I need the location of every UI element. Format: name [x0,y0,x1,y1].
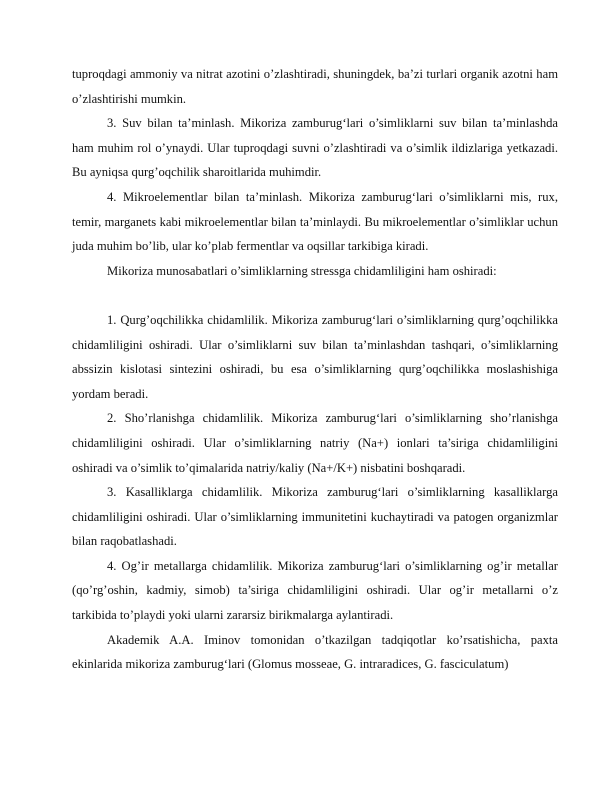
paragraph-nitrogen-continuation: tuproqdagi ammoniy va nitrat azotini o’zlashtiradi, shuningdek, ba’zi turlari organik azotni ham o’zlashtirishi mumkin. [72,67,558,106]
paragraph-drought-tolerance: 1. Qurg’oqchilikka chidamlilik. Mikoriza zamburug‘lari o’simliklarning qurg’oqchilikka chidamliligini oshiradi. Ular o’simliklarni suv bilan ta’minlashdan tashqari, o’simliklarning abssizin kislotasi sintezini oshiradi, bu esa o’simliklarning qurg’oqchilikka moslashishiga yordam beradi. [72,312,558,401]
paragraph-heavy-metal-tolerance: 4. Og’ir metallarga chidamlilik. Mikoriza zamburug‘lari o’simliklarning og’ir metallar (qo’rg’oshin, kadmiy, simob) ta’siriga chidamliligini oshiradi. Ular og’ir metallarni o’z tarkibida to’playdi yoki ularni zararsiz birikmalarga aylantiradi. [72,558,558,623]
paragraph-water-supply: 3. Suv bilan ta’minlash. Mikoriza zamburug‘lari o’simliklarni suv bilan ta’minlashda ham muhim rol o’ynaydi. Ular tuproqdagi suvni o’zlashtiradi va o’simlik ildizlariga yetkazadi. Bu ayniqsa qurg’oqchilik sharoitlarida muhimdir. [72,116,558,180]
paragraph-microelements: 4. Mikroelementlar bilan ta’minlash. Mikoriza zamburug‘lari o’simliklarni mis, rux, temir, marganets kabi mikroelementlar bilan ta’minlaydi. Bu mikroelementlar o’simliklar uchun juda muhim bo’lib, ular ko’plab fermentlar va oqsillar tarkibiga kiradi. [72,189,558,254]
paragraph-salinity-tolerance: 2. Sho’rlanishga chidamlilik. Mikoriza zamburug‘lari o’simliklarning sho’rlanishga chidamliligini oshiradi. Ular o’simliklarning natriy (Na+) ionlari ta’siriga chidamliligini oshiradi va o’simlik to’qimalarida natriy/kaliy (Na+/K+) nisbatini boshqaradi. [72,411,558,475]
paragraph-iminov-research: Akademik A.A. Iminov tomonidan o’tkazilgan tadqiqotlar ko’rsatishicha, paxta ekinlarida mikoriza zamburug‘lari (Glomus mosseae, G. intraradices, G. fasciculatum) [72,632,558,672]
paragraph-disease-tolerance: 3. Kasalliklarga chidamlilik. Mikoriza zamburug‘lari o’simliklarning kasalliklarga chidamliligini oshiradi. Ular o’simliklarning immunitetini kuchaytiradi va patogen organizmlar bilan raqobatlashadi. [72,485,558,549]
paragraph-stress-intro: Mikoriza munosabatlari o’simliklarning stressga chidamliligini ham oshiradi: [107,263,497,278]
document-page [72,62,558,677]
